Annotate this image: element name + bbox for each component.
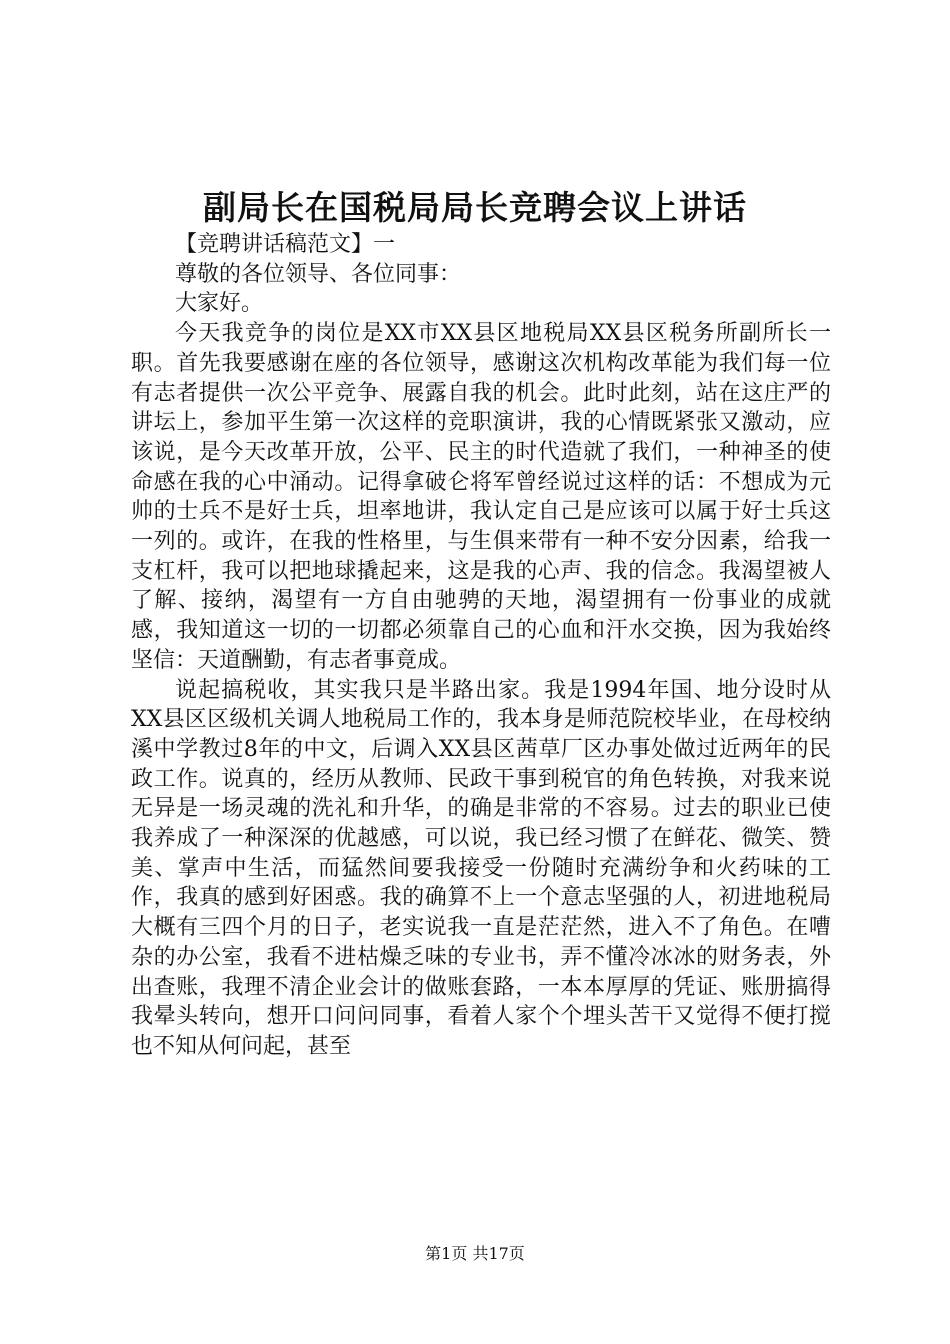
document-body [131,230,831,1062]
paragraph: 说起搞税收，其实我只是半路出家。我是1994年国、地分设时从XX县区区级机关调人地税局工作的，我本身是师范院校毕业，在母校纳溪中学教过8年的中文，后调入XX县区茜草厂区办事处做过近两年的民政工作。说真的，经历从教师、民政干事到税官的角色转换，对我来说无异是一场灵魂的洗礼和升华，的确是非常的不容易。过去的职业已使我养成了一种深深的优越感，可以说，我已经习惯了在鲜花、微笑、赞美、掌声中生活，而猛然间要我接受一份随时充满纷争和火药味的工作，我真的感到好困惑。我的确算不上一个意志坚强的人，初进地税局大概有三四个月的日子，老实说我一直是茫茫然，进入不了角色。在嘈杂的办公室，我看不进枯燥乏味的专业书，弄不懂冷冰冰的财务表，外出查账，我理不清企业会计的做账套路，一本本厚厚的凭证、账册搞得我晕头转向，想开口问问同事，看着人家个个埋头苦干又觉得不便打搅也不知从何问起，甚至 [131,677,831,1059]
heading-line: 【竞聘讲话稿范文】一 [175,232,396,257]
greeting: 大家好。 [175,291,264,317]
salutation: 尊敬的各位领导、各位同事： [175,261,462,287]
page-footer: 第1页 共17页 [425,1244,525,1263]
paragraph: 今天我竞争的岗位是XX市XX县区地税局XX县区税务所副所长一职。首先我要感谢在座的各位领导，感谢这次机构改革能为我们每一位有志者提供一次公平竞争、展露自我的机会。此时此刻，站在这庄严的讲坛上，参加平生第一次这样的竞职演讲，我的心情既紧张又激动，应该说，是今天改革开放，公平、民主的时代造就了我们，一种神圣的使命感在我的心中涌动。记得拿破仑将军曾经说过这样的话：不想成为元帅的士兵不是好士兵，坦率地讲，我认定自己是应该可以属于好士兵这一列的。或许，在我的性格里，与生俱来带有一种不安分因素，给我一支杠杆，我可以把地球撬起来，这是我的心声、我的信念。我渴望被人了解、接纳，渴望有一方自由驰骋的天地，渴望拥有一份事业的成就感，我知道这一切的一切都必须靠自己的心血和汗水交换，因为我始终坚信：天道酬勤，有志者事竟成。 [131,321,831,673]
document-title: 副局长在国税局局长竞聘会议上讲话 [203,188,747,227]
